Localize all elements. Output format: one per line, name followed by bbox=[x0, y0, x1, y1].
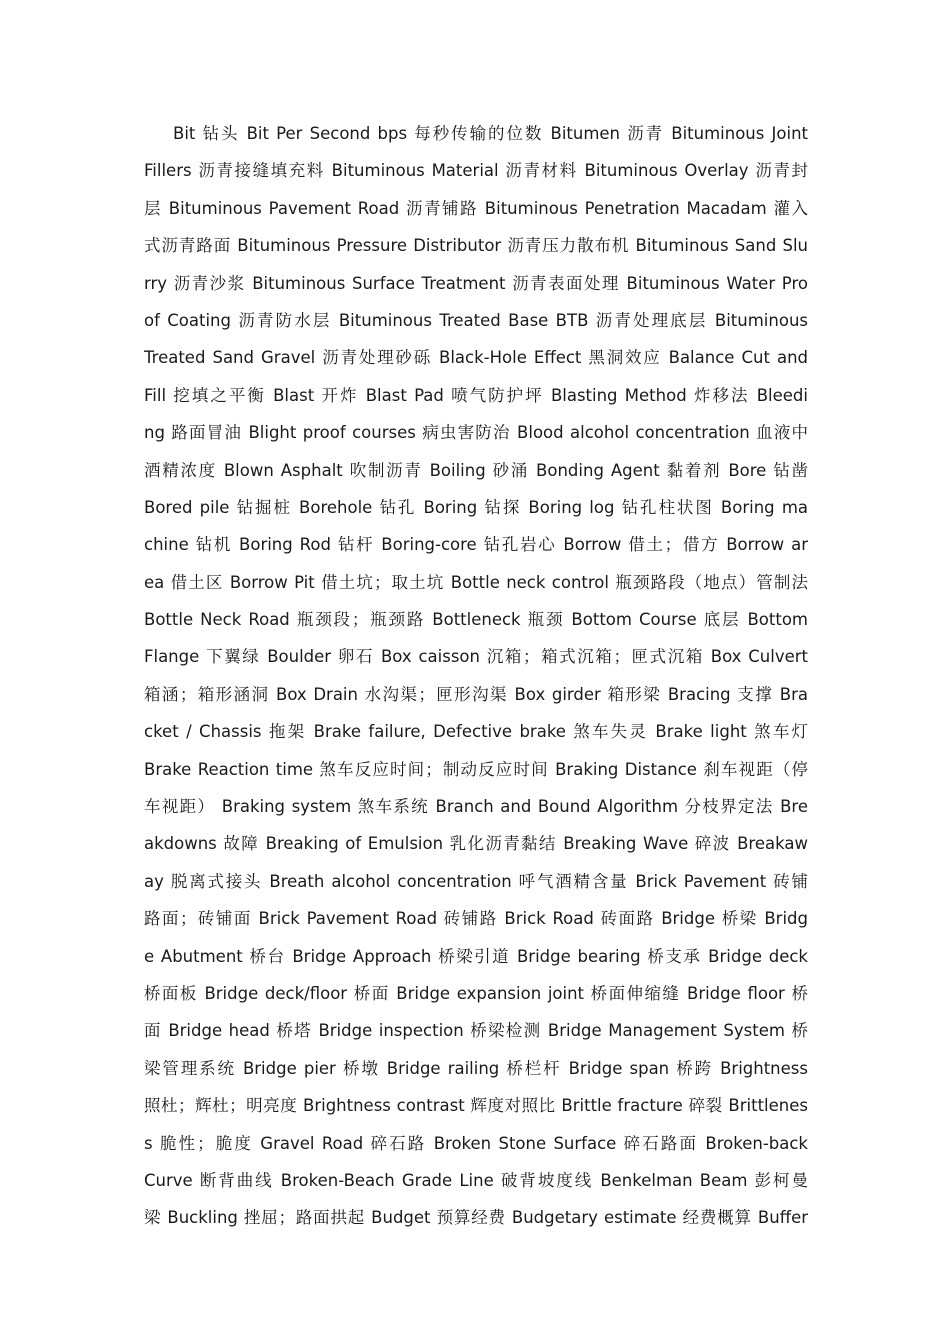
text-line: ea 借土区 Borrow Pit 借土坑；取土坑 Bottle neck control 瓶颈路段（地点）管制法 bbox=[144, 572, 808, 592]
text-line: 车视距） Braking system 煞车系统 Branch and Bound Algorithm 分枝界定法 Bre bbox=[144, 797, 808, 817]
text-line: s 脆性；脆度 Gravel Road 碎石路 Broken Stone Surface 碎石路面 Broken-back bbox=[144, 1133, 808, 1153]
text-line: 桥面板 Bridge deck/floor 桥面 Bridge expansion joint 桥面伸缩缝 Bridge floor 桥 bbox=[144, 983, 808, 1003]
text-line: Curve 断背曲线 Broken-Beach Grade Line 破背坡度线 Benkelman Beam 彭柯曼 bbox=[144, 1170, 808, 1190]
text-line: 梁管理系统 Bridge pier 桥墩 Bridge railing 桥栏杆 Bridge span 桥跨 Brightness bbox=[144, 1058, 808, 1078]
text-line: 箱涵；箱形涵洞 Box Drain 水沟渠；匣形沟渠 Box girder 箱形梁 Bracing 支撑 Bra bbox=[144, 684, 808, 704]
text-line: ng 路面冒油 Blight proof courses 病虫害防治 Blood alcohol concentration 血液中 bbox=[144, 423, 808, 443]
text-line: 层 Bituminous Pavement Road 沥青铺路 Bituminous Penetration Macadam 灌入 bbox=[144, 198, 808, 218]
text-line: 路面；砖铺面 Brick Pavement Road 砖铺路 Brick Road 砖面路 Bridge 桥梁 Bridg bbox=[144, 909, 808, 929]
text-line: Bit 钻头 Bit Per Second bps 每秒传输的位数 Bitumen 沥青 Bituminous Joint bbox=[173, 124, 808, 143]
text-line: akdowns 故障 Breaking of Emulsion 乳化沥青黏结 Breaking Wave 碎波 Breakaw bbox=[144, 834, 808, 854]
glossary-paragraph bbox=[144, 115, 808, 1237]
text-line: 梁 Buckling 挫屈；路面拱起 Budget 预算经费 Budgetary estimate 经费概算 Buffer bbox=[144, 1208, 808, 1228]
text-line: 照杜；辉杜；明亮度 Brightness contrast 辉度对照比 Brittle fracture 碎裂 Brittlenes bbox=[144, 1096, 808, 1116]
text-line: chine 钻机 Boring Rod 钻杆 Boring-core 钻孔岩心 Borrow 借土；借方 Borrow ar bbox=[144, 535, 808, 555]
text-line: ay 脱离式接头 Breath alcohol concentration 呼气酒精含量 Brick Pavement 砖铺 bbox=[144, 871, 808, 891]
text-line: e Abutment 桥台 Bridge Approach 桥梁引道 Bridge bearing 桥支承 Bridge deck bbox=[144, 946, 808, 966]
text-line: Bored pile 钻掘桩 Borehole 钻孔 Boring 钻探 Boring log 钻孔柱状图 Boring ma bbox=[144, 497, 808, 517]
text-line: Treated Sand Gravel 沥青处理砂砾 Black-Hole Effect 黑洞效应 Balance Cut and bbox=[144, 348, 808, 368]
text-line: Fill 挖填之平衡 Blast 开炸 Blast Pad 喷气防护坪 Blasting Method 炸移法 Bleedi bbox=[144, 385, 808, 405]
text-line: of Coating 沥青防水层 Bituminous Treated Base BTB 沥青处理底层 Bituminous bbox=[144, 310, 808, 330]
text-line: rry 沥青沙浆 Bituminous Surface Treatment 沥青表面处理 Bituminous Water Pro bbox=[144, 273, 808, 293]
text-line: Flange 下翼绿 Boulder 卵石 Box caisson 沉箱；箱式沉箱；匣式沉箱 Box Culvert bbox=[144, 647, 808, 667]
text-line: Fillers 沥青接缝填充料 Bituminous Material 沥青材料 Bituminous Overlay 沥青封 bbox=[144, 161, 808, 181]
text-line: Bottle Neck Road 瓶颈段；瓶颈路 Bottleneck 瓶颈 Bottom Course 底层 Bottom bbox=[144, 610, 808, 630]
text-line: 面 Bridge head 桥塔 Bridge inspection 桥梁检测 Bridge Management System 桥 bbox=[144, 1021, 808, 1041]
text-line: 酒精浓度 Blown Asphalt 吹制沥青 Boiling 砂涌 Bonding Agent 黏着剂 Bore 钻凿 bbox=[144, 460, 808, 480]
text-line: 式沥青路面 Bituminous Pressure Distributor 沥青压力散布机 Bituminous Sand Slu bbox=[144, 236, 808, 256]
text-line: cket / Chassis 拖架 Brake failure, Defective brake 煞车失灵 Brake light 煞车灯 bbox=[144, 722, 808, 742]
text-line: Brake Reaction time 煞车反应时间；制动反应时间 Braking Distance 刹车视距（停 bbox=[144, 759, 808, 779]
